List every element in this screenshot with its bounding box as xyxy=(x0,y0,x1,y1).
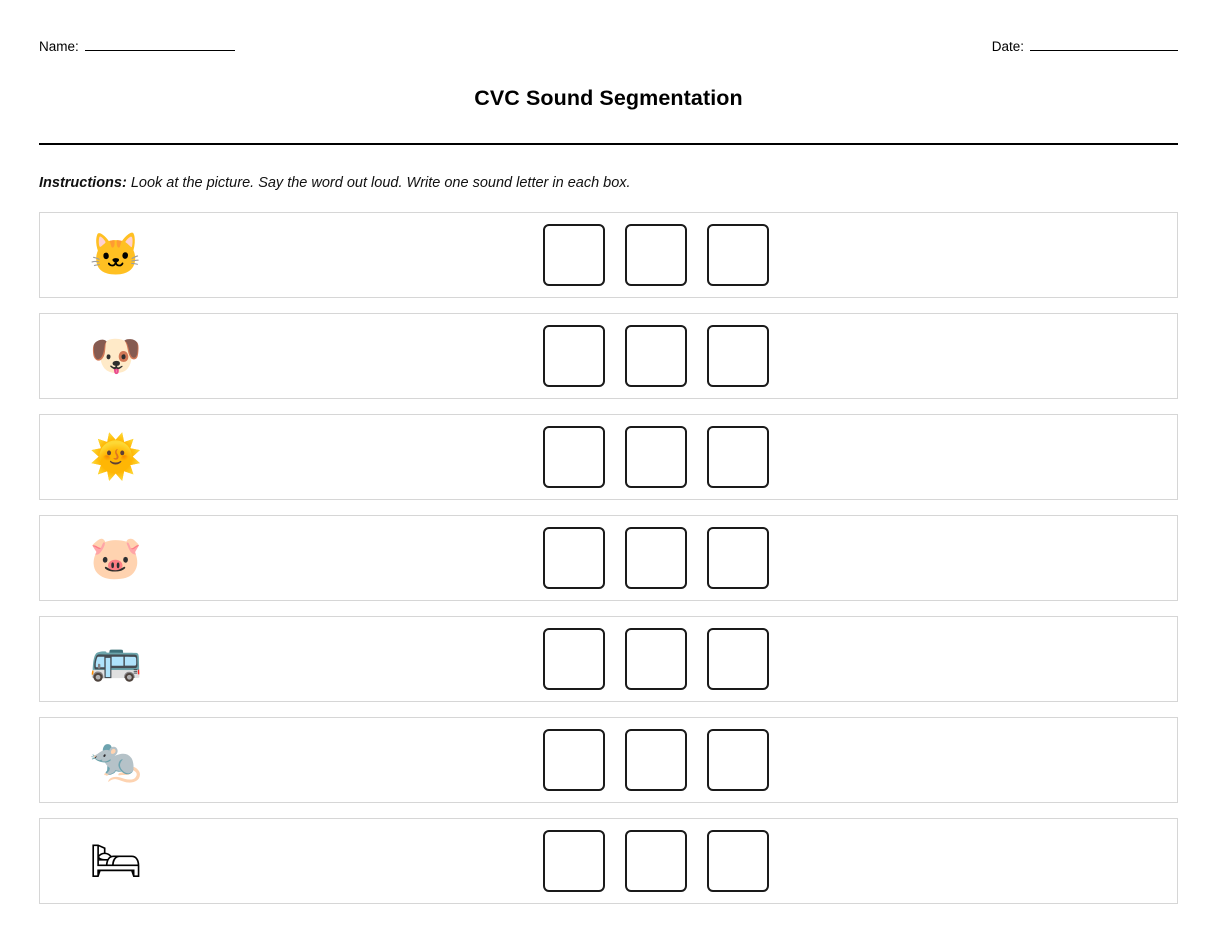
answer-box[interactable] xyxy=(543,426,605,488)
answer-box-group xyxy=(543,830,769,892)
table-row xyxy=(39,414,1178,500)
answer-box[interactable] xyxy=(707,729,769,791)
instructions-text xyxy=(39,175,631,191)
answer-box-group xyxy=(543,426,769,488)
answer-box[interactable] xyxy=(625,830,687,892)
answer-box[interactable] xyxy=(543,527,605,589)
problem-rows xyxy=(39,212,1178,919)
answer-box[interactable] xyxy=(625,729,687,791)
header-divider xyxy=(39,143,1178,145)
date-field-group xyxy=(992,38,1178,54)
answer-box[interactable] xyxy=(543,729,605,791)
answer-box[interactable] xyxy=(543,224,605,286)
answer-box[interactable] xyxy=(707,628,769,690)
name-input-line[interactable] xyxy=(85,38,235,51)
answer-box-group xyxy=(543,729,769,791)
table-row xyxy=(39,313,1178,399)
answer-box[interactable] xyxy=(543,325,605,387)
answer-box-group xyxy=(543,527,769,589)
header-meta-row xyxy=(39,38,1178,60)
answer-box[interactable] xyxy=(707,426,769,488)
answer-box[interactable] xyxy=(625,628,687,690)
answer-box[interactable] xyxy=(707,830,769,892)
page-title: CVC Sound Segmentation xyxy=(474,86,743,110)
date-input-line[interactable] xyxy=(1030,38,1178,51)
name-label: Name: xyxy=(39,39,79,54)
answer-box[interactable] xyxy=(625,426,687,488)
answer-box[interactable] xyxy=(543,830,605,892)
instructions-body: Look at the picture. Say the word out loud. Write one sound letter in each box. xyxy=(126,175,631,191)
answer-box-group xyxy=(543,628,769,690)
answer-box[interactable] xyxy=(625,527,687,589)
name-field-group xyxy=(39,38,235,54)
rat-emoji: 🐀 xyxy=(89,736,143,783)
answer-box[interactable] xyxy=(543,628,605,690)
table-row xyxy=(39,616,1178,702)
answer-box-group xyxy=(543,325,769,387)
answer-box[interactable] xyxy=(625,325,687,387)
answer-box[interactable] xyxy=(625,224,687,286)
date-label: Date: xyxy=(991,39,1024,54)
pig-face-emoji: 🐷 xyxy=(89,534,143,581)
instructions-label: Instructions: xyxy=(39,175,127,191)
table-row xyxy=(39,717,1178,803)
bus-emoji: 🚌 xyxy=(89,635,143,682)
bed-emoji: 🛏 xyxy=(89,837,143,884)
dog-face-emoji: 🐶 xyxy=(89,332,143,379)
answer-box[interactable] xyxy=(707,325,769,387)
table-row xyxy=(39,818,1178,904)
answer-box[interactable] xyxy=(707,224,769,286)
answer-box[interactable] xyxy=(707,527,769,589)
answer-box-group xyxy=(543,224,769,286)
cat-face-emoji: 🐱 xyxy=(89,231,143,278)
table-row xyxy=(39,212,1178,298)
sun-emoji: 🌞 xyxy=(89,433,143,480)
table-row xyxy=(39,515,1178,601)
